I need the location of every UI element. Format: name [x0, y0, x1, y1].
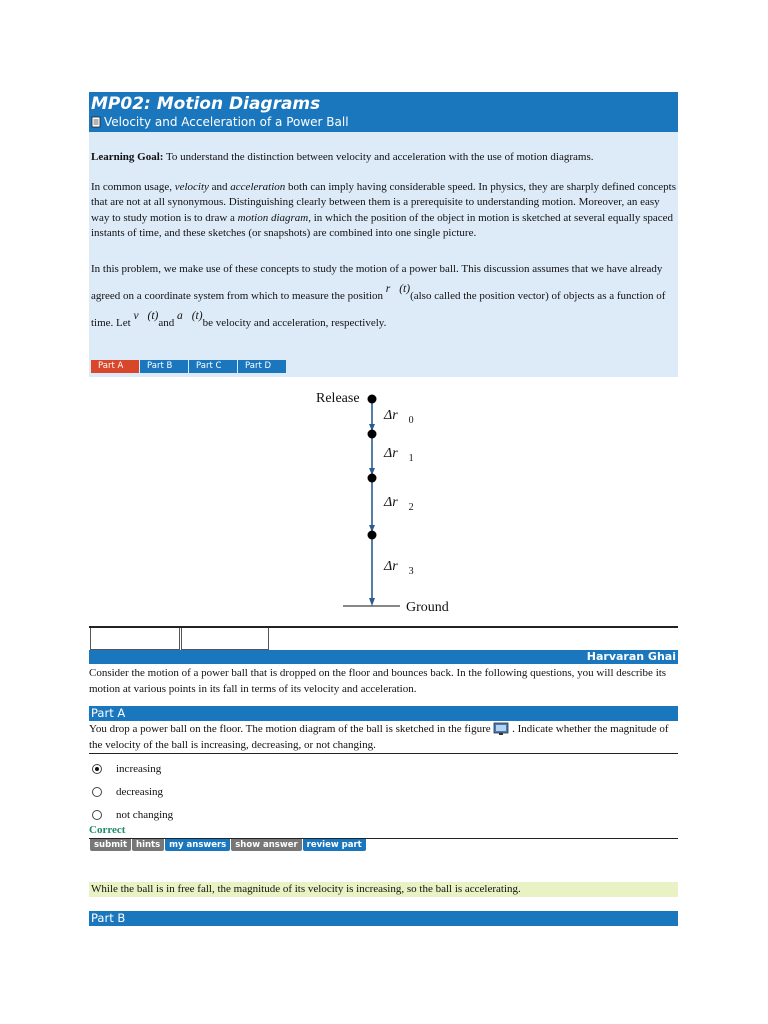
tab-part-c[interactable]: Part C — [189, 360, 237, 373]
delta-r-3: $\Delta r⃗_3$ — [384, 559, 414, 577]
figure-thumbnail-icon[interactable] — [493, 722, 509, 736]
ball-position-3 — [368, 531, 377, 540]
option-not-changing[interactable] — [92, 803, 173, 826]
intro-panel — [89, 132, 678, 377]
ground-label: Ground — [406, 600, 449, 615]
learning-goal-text: To understand the distinction between velocity and acceleration with the use of motion diagrams. — [163, 151, 594, 163]
radio-decreasing[interactable] — [92, 787, 102, 797]
action-buttons — [90, 839, 367, 851]
blank-box-1 — [90, 628, 180, 650]
part-a-question: You drop a power ball on the floor. The motion diagram of the ball is sketched in the figure . Indicate whether the magnitude of the velocity of the ball is increasing, decreasing, or not changing. — [89, 722, 678, 754]
intro-paragraph-2: In common usage, velocity and acceleration both can imply having considerable speed. In physics, they are sharply defined concepts that are not at all synonymous. Distinguishing clearly between them is a prerequisite to understanding motion. Moreover, an easy way to study motion is to draw a motion diagram, in which the position of the object in motion is sketched at several equally spaced instants of time, and these sketches (or snapshots) are combined into one single picture. — [91, 180, 676, 239]
blank-box-2 — [181, 628, 269, 650]
hints-button[interactable]: hints — [132, 839, 164, 851]
problem-page — [89, 92, 678, 377]
part-tabs — [91, 360, 287, 373]
ball-position-2 — [368, 474, 377, 483]
option-label: decreasing — [116, 785, 164, 798]
motion-diagram-figure — [316, 385, 460, 620]
tab-part-d[interactable]: Part D — [238, 360, 286, 373]
delta-r-2: $\Delta r⃗_2$ — [384, 495, 414, 513]
velocity-vector: v⃗(t) — [133, 309, 159, 322]
arrow-3-head — [369, 598, 375, 606]
option-increasing[interactable] — [92, 757, 173, 780]
author-bar — [89, 650, 678, 664]
answer-options — [92, 757, 173, 826]
problem-subtitle: Velocity and Acceleration of a Power Ball — [104, 115, 349, 129]
subtitle-row — [91, 114, 676, 130]
tab-part-a[interactable]: Part A — [91, 360, 139, 373]
show-answer-button[interactable]: show answer — [231, 839, 301, 851]
ball-position-0 — [368, 395, 377, 404]
delta-r-1: $\Delta r⃗_1$ — [384, 446, 414, 464]
radio-not-changing[interactable] — [92, 810, 102, 820]
release-label: Release — [316, 391, 360, 406]
part-b-header: Part B — [89, 911, 678, 926]
option-label: increasing — [116, 762, 162, 775]
consider-text: Consider the motion of a power ball that is dropped on the floor and bounces back. In the following questions, you will describe its motion at various points in its fall in terms of its velocity and acceleration. — [89, 667, 667, 695]
option-label: not changing — [116, 808, 174, 821]
part-a-header: Part A — [89, 706, 678, 721]
page-title: MP02: Motion Diagrams — [91, 94, 321, 114]
learning-goal — [91, 150, 676, 166]
feedback-box: While the ball is in free fall, the magnitude of its velocity is increasing, so the ball is accelerating. — [89, 882, 678, 897]
delta-r-0: $\Delta r⃗_0$ — [384, 408, 414, 426]
blank-boxes — [89, 626, 678, 648]
learning-goal-label: Learning Goal: — [91, 151, 164, 163]
intro-paragraph-3: In this problem, we make use of these concepts to study the motion of a power ball. This discussion assumes that we have already agreed on a coordinate system from which to measure the position r⃗(t)(also called the position vector) of objects as a function of time. Let v⃗(t)and a⃗(t)be velocity and acceleration, respectively. — [91, 262, 666, 329]
option-decreasing[interactable] — [92, 780, 173, 803]
ball-position-1 — [368, 430, 377, 439]
submit-button[interactable]: submit — [90, 839, 131, 851]
radio-increasing[interactable] — [92, 764, 102, 774]
status-correct: Correct — [89, 824, 126, 836]
review-part-button[interactable]: review part — [303, 839, 366, 851]
tab-part-b[interactable]: Part B — [140, 360, 188, 373]
author-name: Harvaran Ghai — [586, 650, 676, 663]
acceleration-vector: a⃗(t) — [177, 309, 203, 322]
title-bar — [89, 92, 678, 132]
document-icon — [91, 116, 102, 128]
my-answers-button[interactable]: my answers — [165, 839, 230, 851]
position-vector: r⃗(t) — [385, 282, 411, 295]
